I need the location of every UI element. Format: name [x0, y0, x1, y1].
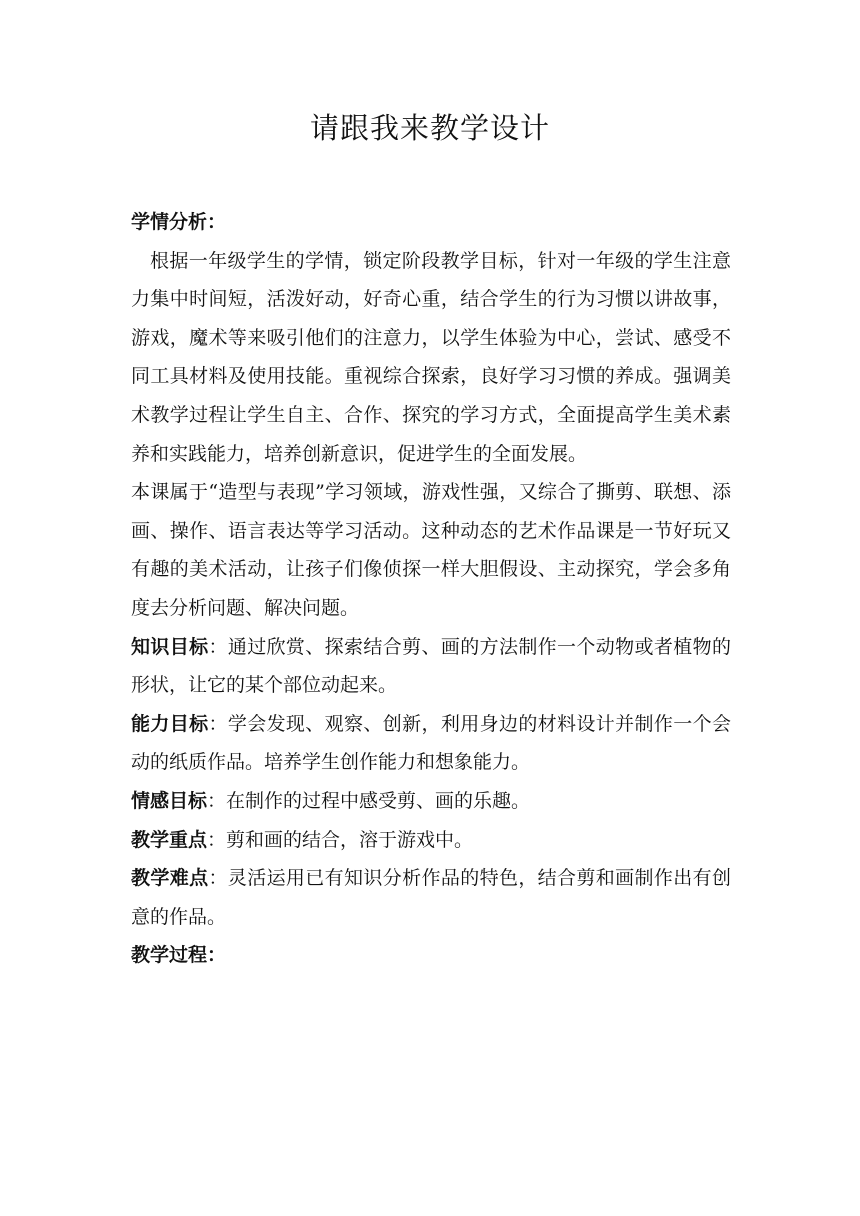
student-analysis-paragraph: 根据一年级学生的学情，锁定阶段教学目标，针对一年级的学生注意力集中时间短，活泼好动，好奇心重，结合学生的行为习惯以讲故事，游戏，魔术等来吸引他们的注意力，以学生体验为中心，尝试、感受不同工具材料及使用技能。重视综合探索，良好学习习惯的养成。强调美术教学过程让学生自主、合作、探究的学习方式，全面提高学生美术素养和实践能力，培养创新意识，促进学生的全面发展。 — [131, 249, 731, 465]
ability-goal-label: 能力目标 — [131, 712, 209, 735]
key-point-label: 教学重点 — [131, 828, 208, 851]
teaching-process-heading: 教学过程： — [131, 944, 227, 967]
difficulty-text: ：灵活运用已有知识分析作品的特色，结合剪和画制作出有创意的作品。 — [131, 867, 731, 928]
document-body — [131, 203, 731, 975]
ability-goal-text: ：学会发现、观察、创新，利用身边的材料设计并制作一个会动的纸质作品。培养学生创作能力和想象能力。 — [131, 712, 731, 774]
student-analysis-heading: 学情分析： — [131, 211, 227, 233]
knowledge-goal-text: ：通过欣赏、探索结合剪、画的方法制作一个动物或者植物的形状，让它的某个部位动起来。 — [131, 635, 731, 697]
difficulty-label: 教学难点 — [131, 867, 209, 890]
key-point-paragraph — [131, 821, 731, 860]
difficulty-paragraph — [131, 859, 731, 936]
course-description-paragraph: 本课属于“造型与表现”学习领域，游戏性强，又综合了撕剪、联想、添画、操作、语言表达等学习活动。这种动态的艺术作品课是一节好玩又有趣的美术活动，让孩子们像侦探一样大胆假设、主动探究，学会多角度去分析问题、解决问题。 — [131, 481, 731, 619]
knowledge-goal-paragraph — [131, 628, 731, 705]
emotion-goal-text: ：在制作的过程中感受剪、画的乐趣。 — [207, 789, 531, 812]
emotion-goal-paragraph — [131, 782, 731, 821]
document-title: 请跟我来教学设计 — [309, 111, 550, 145]
knowledge-goal-label: 知识目标 — [131, 635, 209, 658]
emotion-goal-label: 情感目标 — [131, 789, 208, 812]
key-point-text: ：剪和画的结合，溶于游戏中。 — [207, 828, 474, 851]
ability-goal-paragraph — [131, 705, 731, 782]
